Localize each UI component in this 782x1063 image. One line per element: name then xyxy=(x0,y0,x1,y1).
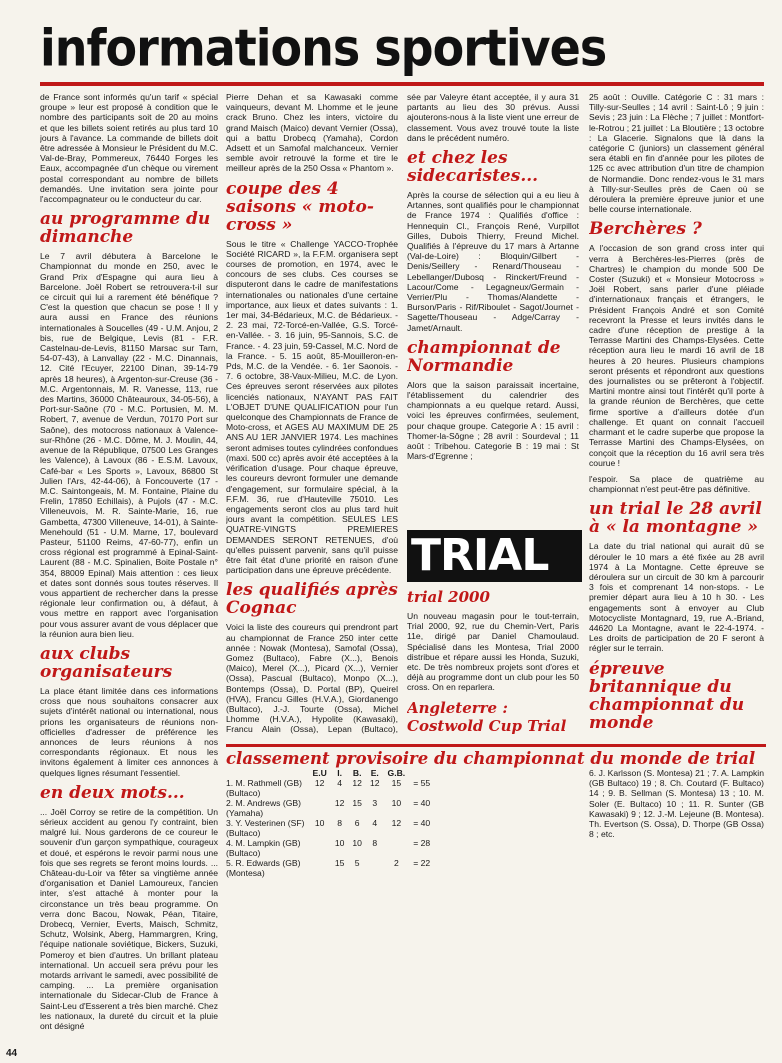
col2-paragraph-1: Sous le titre « Challenge YACCO-Trophée Société RICARD », la F.F.M. organisera sept courses de promotion, en 1974, avec le concours de ses clubs. Ces courses se disputeront dans le cadre de manifestations internationales ou nationales d'une certaine importance, aux lieux et dates suivants : 1. 1er mai, 34-Bédarieux, M.C. de Bédarieux. - 2. 23 mai, 72-Torcé-en-Vallée, G.S. Torcé-en-Vallée. - 3. 16 juin, 95-Sannois, S.C. de France. - 4. 23 juin, 59-Cassel, M.C. Nord de la France. - 5. 15 août, 85-Mouilleron-en-Pds, M.C. de la Vendée. - 6. 1er Saonois. - 7. 6 octobre, 38-Vaux-Milieu, M.C. de Lyon. Ces épreuves seront réservées aux pilotes licenciés nationaux, N'AYANT PAS FAIT L'OBJET D'UNE QUALIFICATION pour l'un quelconque des Championnats de France de Moto-cross, et AGES AU MAXIMUM DE 25 ANS AU 1ER JANVIER 1974. Les machines seront admises toutes cylindrées confondues (maxi. 500 cc) après avoir été acceptées à la vérification d'usage. Pour chaque épreuve, les coureurs devront formuler une demande d'engagement, sur formulaire spécial, à la F.F.M. 36, rue d'Hauteville 75010. Les engagements seront clos au plus tard huit jours avant la compétition. SEULES LES QUATRE-VINGTS PREMIERES DEMANDES SERONT RETENUES, d'où qu'elles puissent parvenir, sans qu'il puisse être fait état d'une priorité en raison d'une participation dans une épreuve précédente. xyxy=(226,238,398,576)
col3-intro: sée par Valeyre étant acceptée, il y aura 31 partants au lieu des 30 prévus. Aussi ajouterons-nous à la liste vient une erreur de classement. Vous avez trouvé toute la liste dans le précédent numéro. xyxy=(407,92,579,143)
score-total: = 22 xyxy=(413,858,431,868)
page-number: 44 xyxy=(6,1048,18,1059)
column-1 xyxy=(40,92,218,1042)
score-b: 6 xyxy=(354,818,360,828)
col2-intro: Pierre Dehan et sa Kawasaki comme vainqueurs, devant M. Lhomme et le jeune crack Bruno. Chez les inters, victoire du grand Maisch (Maico) devant Vernier (Ossa), qui a battu Drobecq (Yamaha), Cordon Adsett et un Samofal malchanceux. Vernier semble avoir retrouvé la forme et tire le meilleur après de la 250 Ossa « Phantom ». xyxy=(226,92,398,174)
table-row xyxy=(226,798,434,818)
rider-team: (Yamaha) xyxy=(226,808,264,818)
col1-paragraph-3: ... Joël Corroy se retire de la compétition. Un sérieux accident au genou l'y contraint, bien malgré lui. Nous garderons de ce coureur le souvenir d'un garçon sympathique, courageux et doué, et espérons le revoir parmi nous une fois que ses regrets se feront moins lourds. ... Château-du-Loir va fêter sa vingtième année d'organisation et Daniel Lamoureux, l'ancien inter, s'est attaché à monter pour la circonstance un très beau programme. On verra donc Bacou, Nowak, Péan, Titaire, Drobecq, Vernier, Everts, Maisch, Schmitz, Schutz, Wolsink, Aberg, Hammargren, Kring, l'équipe nationale soviétique, Bickers, Suzuki, Pomeroy et bien d'autres. Un brillant plateau international. Un accueil sera prévu pour les motards arrivant le samedi, avec possibilité de camping. ... La première organisation internationale du Sidecar-Club de France à Saint-Leu d'Esserent a très bien marché. Chez les nationaux, la dureté du circuit et la pluie ont désigné xyxy=(40,806,218,1032)
score-b: 12 xyxy=(352,778,362,788)
score-b: 5 xyxy=(354,858,360,868)
score-e xyxy=(366,858,384,878)
rider-name: 5. R. Edwards (GB) xyxy=(226,858,301,868)
score-total: = 40 xyxy=(413,798,431,808)
rider-team: (Montesa) xyxy=(226,868,265,878)
heading-sidecaristes: et chez les sidecaristes... xyxy=(407,148,539,187)
score-i: 15 xyxy=(334,858,345,868)
rider-team: (Bultaco) xyxy=(226,828,261,838)
score-gb xyxy=(384,838,410,858)
heading-trial-2000: trial 2000 xyxy=(407,588,490,606)
col2-paragraph-2: Voici la liste des coureurs qui prendront part au championnat de France 250 inter cette année : Nowak (Montesa), Samofal (Ossa), Gomez (Bultaco), Fabre (X...), Benois (Maico), Merel (X...), Picard (X...), Vernier (Ossa), Pascual (Bultaco), Monpo (X...), Bontemps (Ossa), D. Portal (BP), Queirel (HVA), Francu Gilles (H.V.A.), Giordanengo (Bultaco), J.-J. Tourte (Ossa), Michel Lhomme (H.V.A.), Hypolite (Kawasaki), Francu Alain (Ossa), Lepan (Bultaco), xyxy=(226,622,398,734)
score-b: 15 xyxy=(352,798,362,808)
col3-paragraph-3: Un nouveau magasin pour le tout-terrain, Trial 2000, 92, rue du Chemin-Vert, Paris 11e, dirigé par Daniel Chamoulaud. Spécialisé dans les Montesa, Trial 2000 distribue et répare aussi les Honda, Suzuki, etc. De très nombreux projets sont d'ores et déjà au programme dont un club pour les 50 cross. On en reparlera. xyxy=(407,611,579,693)
header-b: B. xyxy=(352,768,362,778)
header-e: E. xyxy=(370,768,379,778)
col4-trial-intro: l'espoir. Sa place de quatrième au championnat n'est peut-être pas définitive. xyxy=(589,473,764,495)
masthead-rule xyxy=(40,82,764,86)
score-eu xyxy=(309,798,331,818)
header-total xyxy=(409,768,434,778)
standings-continued-text: 6. J. Karlsson (S. Montesa) 21 ; 7. A. Lampkin (GB Bultaco) 19 ; 8. Ch. Coutard (F. Bultaco) 14 ; 9. B. Sellman (S. Montesa) 13 ; 10. M. Soler (E. Bultaco) 10 ; 11. R. Sunter (GB Kawasaki) 9 ; 12. J.-M. Lejeune (B. Montesa). Th. Evertson (S. Ossa), D. Thorpe (GB Ossa) 8 ; etc. xyxy=(589,768,764,840)
score-gb: 15 xyxy=(391,778,402,788)
masthead-title: informations sportives xyxy=(40,18,607,78)
col1-paragraph-2: La place étant limitée dans ces informations cross que nous souhaitons consacrer aux sujets d'intérêt national ou international, nous prions les organisateurs de réunions non-officielles d'adresser de préférence les annonces de leurs réunions à nos correspondants régionaux. Et nous les invitons également à limiter ces annonces à quelques lignes résumant l'essentiel. xyxy=(40,685,218,778)
header-gb: G.B. xyxy=(387,768,406,778)
table-row xyxy=(226,838,434,858)
score-total: = 40 xyxy=(413,818,431,828)
rider-name: 4. M. Lampkin (GB) xyxy=(226,838,301,848)
score-eu: 12 xyxy=(314,778,325,788)
standings-title: classement provisoire du championnat du monde de trial xyxy=(226,744,766,768)
col1-intro: de France sont informés qu'un tarif « spécial groupe » leur est proposé à condition que le nombre des participants soit de 20 au moins et que les billets soient retirés au plus tard 10 jours à l'avance. La commande de billets doit être adressée à Monsieur le Président du M.C. Val-de-Bray, Pommereux, 76440 Forges les Eaux, accompagnée d'un chèque ou virement postal correspondant au nombre de billets demandés. Une invitation sera jointe pour l'accompagnateur ou le conducteur du car. xyxy=(40,92,218,205)
heading-bercheres: Berchères ? xyxy=(589,219,702,240)
score-b: 10 xyxy=(352,838,362,848)
heading-trial-28-avril: un trial le 28 avril à « la montagne » xyxy=(589,499,762,538)
heading-coupe-4-saisons: coupe des 4 saisons « moto-cross » xyxy=(226,178,374,235)
score-i: 4 xyxy=(337,778,343,788)
rider-team: (Bultaco) xyxy=(226,848,261,858)
column-3-top xyxy=(407,92,579,524)
col3-paragraph-2: Alors que la saison paraissait incertaine, l'établissement du calendrier des championnats a eu quelque retard. Aussi, voici les épreuves confirmées, seulement, pour chaque groupe. Categorie A : 15 avril : Thomer-la-Sôgne ; 28 avril : Sourdeval ; 11 août : Tribehou. Categorie B : 19 mai : St Mars-d'Egrenne ; xyxy=(407,379,579,462)
rider-team: (Bultaco) xyxy=(226,788,261,798)
rider-name: 1. M. Rathmell (GB) xyxy=(226,778,302,788)
table-row xyxy=(226,778,434,798)
col4-paragraph-1: A l'occasion de son grand cross inter qui verra à Berchères-les-Pierres (près de Chartres) le champion du monde 500 De Coster (Suzuki) et « Monsieur Motocross » Joël Robert, sans parler d'une pléiade d'internationaux français et étrangers, le Président François André et son Comité recevront la Presse et leurs invités dans le cadre d'une réception de prestige à la Terrasse Martini des Champs-Elysées. Cette réception aura lieu le mardi 16 avril de 18 heures à 20 heures. Plusieurs champions seront présents et répondront aux questions des journalistes ou se prêteront à l'objectif. Martini montre ainsi tout l'intérêt qu'il porte à la grande réunion de Berchères, que cette firme sportive a d'ailleurs dotée d'un challenge. Et quant on connait l'accueil charmant et le cadre superbe que propose la Terrasse Martini des Champs-Elysées, on conçoit que la réception du 16 avril sera très courue ! xyxy=(589,243,764,468)
table-row xyxy=(226,858,434,878)
col3-paragraph-1: Après la course de sélection qui a eu lieu à Artannes, sont qualifiés pour le championnat de France 1974 : Qualifiés d'office : Hennequin Cl., François René, Vurpillot Gilles, Dubois Thierry, Freund Michel. Qualifiés à l'épreuve du 17 mars à Artanne (Val-de-Loire) : Bloquin/Gilbert - Denis/Seillery - Renard/Thouseau - Lebellanger/Dubosq - Rinckert/Freund - Lacour/Come - Legagneux/Germain - Verrier/Plu - Thomas/Alandette - Burson/Paris - Rif/Riboulet - Sagot/Journet - Sagette/Thouseau - Adge/Carray - Jamet/Arnault. xyxy=(407,190,579,333)
score-i: 8 xyxy=(337,818,343,828)
standings-table xyxy=(226,768,434,878)
score-i: 12 xyxy=(334,798,345,808)
column-2 xyxy=(226,92,398,734)
score-e: 4 xyxy=(372,818,378,828)
score-gb: 10 xyxy=(391,798,402,808)
column-4 xyxy=(589,92,764,737)
standings-continued xyxy=(589,768,764,888)
score-i: 10 xyxy=(334,838,345,848)
rider-name: 3. Y. Vesterinen (SF) xyxy=(226,818,305,828)
score-total: = 28 xyxy=(413,838,431,848)
rider-name: 2. M. Andrews (GB) xyxy=(226,798,301,808)
table-row xyxy=(226,818,434,838)
heading-deux-mots: en deux mots... xyxy=(40,782,185,803)
score-eu: 10 xyxy=(314,818,325,828)
column-3-bottom xyxy=(407,588,579,738)
score-eu xyxy=(309,838,331,858)
score-e: 12 xyxy=(369,778,380,788)
col1-paragraph-1: Le 7 avril débutera à Barcelone le Championnat du monde en 250, avec le Grand Prix d'Espagne qui aura lieu à Barcelone. Joël Robert se retrouvera-t-il sur ce circuit qui lui a rarement été bénéfique ? C'est la question que chacun se pose ! Il y aura aussi en France des réunions internationales à Soucelles (49 - U.M. Anjou, 2 bis, rue de Belgique, Levis (81 - F.R. Castelnau-de-Levis, 81150 Marsac sur Tarn, 54-07-43), à Lanvallay (22 - M.C. Dinannais, 12. Cité l'Ecuyer, 22100 Dinan, 39-14-79 après 18 heures), à Argenton-sur-Creuse (36 - M.C. Argentonnais, M. R. Vanesse, 113, rue des Martins, 36000 Châteauroux, 34-05-56), à Port-sur-Saône (70 - M.C. Portusien, M. M. Robert, 7, avenue de Verdun, 70170 Port sur Saône), des motocross nationaux à Valence-sur-Rhône (26 - M.C. Dôme, M. J. Moulin, 44, avenue de la République, 07500 Les Granges les Valence), à Lavoux (86 - E.S.M. Lavoux, Café-bar « Les Sports », Lavoux, 86800 St Julien l'Ars, 42-44-06), à Foncouverte (17 - M.C. Saintongeais, M. M. Fontaine, Plaine du Frelin, 17850 Echillais), à Pujols (47 - M.C. Villeneuvois, M. R. Sainte-Marie, 16, rue Gambetta, 47300 Villeneuve, 14-01), à Sainte-Menehould (51 - U.M. Marne, 17, boulevard Pasteur, 51100 Reims, 47-60-77), enfin un cross régional est programmé à Epinal-Saint-Laurent (88 - M.C. Spinalien, Boite Postale n° 354, 88009 Epinal) Mais attention : ces lieux et dates sont donnés sous toutes réserves. Il vous appartient de rechercher dans la presse régionale leur confirmation ou, à défaut, à vous mettre en rapport avec l'organisation pour vous assurer avant de vous déplacer que la réunion aura bien lieu. xyxy=(40,251,218,639)
header-i: I. xyxy=(337,768,343,778)
heading-championnat-normandie: championnat de Normandie xyxy=(407,337,561,376)
score-e: 3 xyxy=(372,798,378,808)
heading-epreuve-britannique: épreuve britannique du championnat du monde xyxy=(589,658,745,733)
trial-banner: TRIAL xyxy=(407,530,582,582)
heading-qualifies-cognac: les qualifiés après Cognac xyxy=(226,580,398,619)
col4-paragraph-2: La date du trial national qui aurait dû se dérouler le 10 mars a été fixée au 28 avril 1974 à La Montagne. Cette épreuve se déroulera sur un circuit de 30 km à parcourir 3 fois et comprenant 14 non-stops. - Le premier départ aura lieu à 10 h 30. - Les engagements sont à envoyer au Club Motocycliste Montagnard, 19, rue A.-Briand, 44620 La Montagne, avant le 22-4-1974. - Les droits de participation de 20 F seront à régler sur le terrain. xyxy=(589,541,764,654)
heading-costwold: Angleterre : Costwold Cup Trial xyxy=(407,698,567,735)
score-e: 8 xyxy=(372,838,378,848)
score-gb: 12 xyxy=(391,818,402,828)
heading-clubs-organisateurs: aux clubs organisateurs xyxy=(40,643,173,682)
masthead xyxy=(40,18,740,78)
header-eu: E.U xyxy=(312,768,327,778)
header-name xyxy=(226,768,309,778)
score-gb: 2 xyxy=(393,858,399,868)
standings-header-row xyxy=(226,768,434,778)
score-total: = 55 xyxy=(413,778,431,788)
col4-intro: 25 août : Ouville. Catégorie C : 31 mars : Tilly-sur-Seulles ; 14 avril : Saint-Lô ; 9 juin : Sevis ; 23 juin : La Flèche ; 7 juillet : Montfort-le-Rotrou ; 21 juillet : La Bloutière ; 13 octobre : La Glacerie. Signalons que là dans la catégorie C (juniors) un classement général sera établi en fin d'année pour les pilotes de 125 cc avec attribution d'un titre de champion de Normandie. Donc rendez-vous le 31 mars à Tilly-sur-Seulles près de Caen où se déroulera la première épreuve junior et une belle course internationale. xyxy=(589,92,764,215)
score-eu xyxy=(309,858,331,878)
heading-programme-dimanche: au programme du dimanche xyxy=(40,209,211,248)
